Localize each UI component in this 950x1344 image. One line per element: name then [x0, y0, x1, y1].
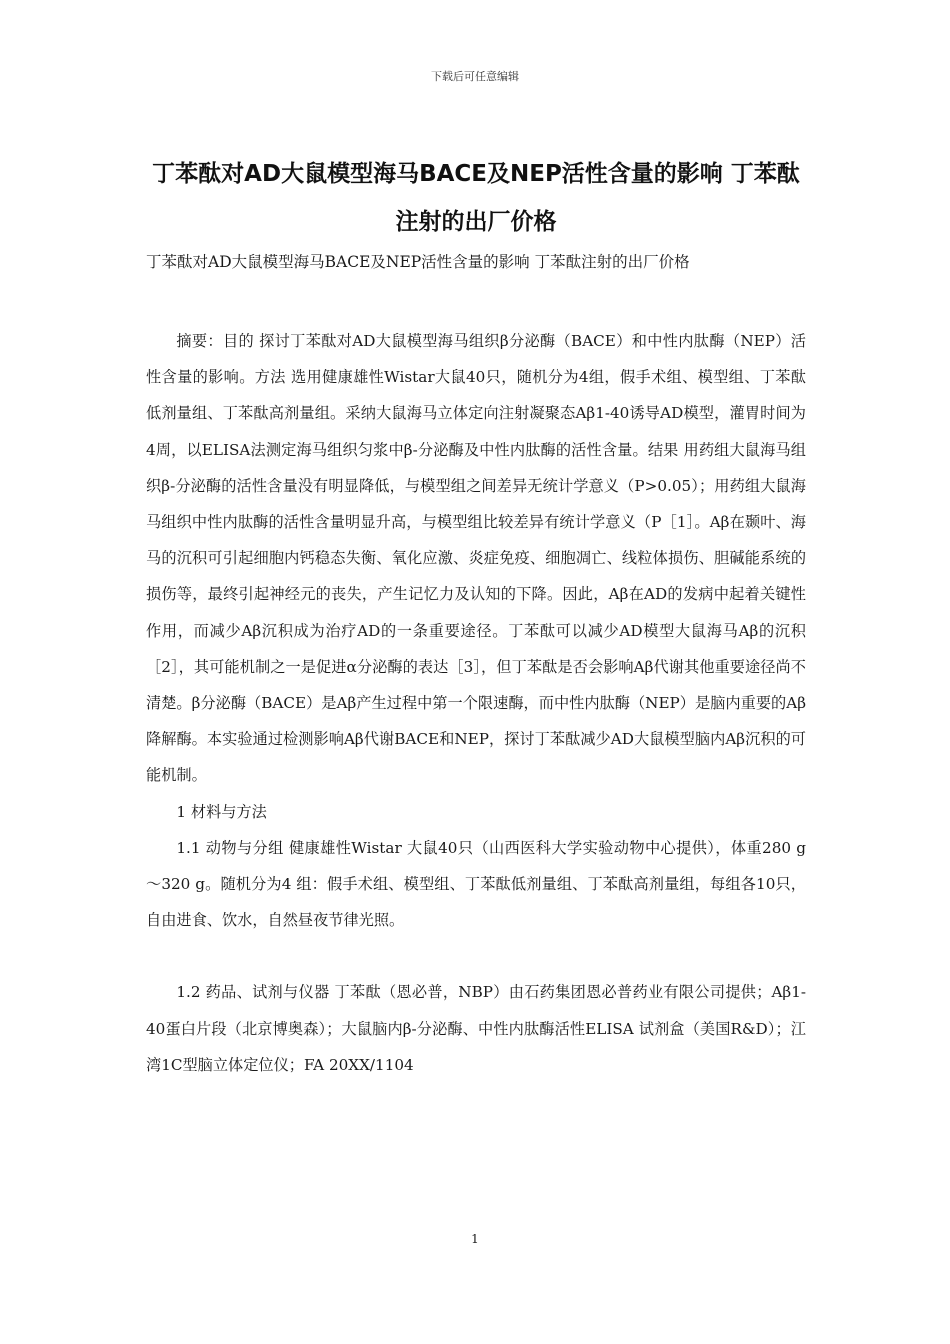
document-title: 丁苯酞对AD大鼠模型海马BACE及NEP活性含量的影响 丁苯酞注射的出厂价格	[152, 161, 800, 235]
paragraph-animals-grouping: 1.1 动物与分组 健康雄性Wistar 大鼠40只（山西医科大学实验动物中心提供），体重280 g～320 g。随机分为4 组：假手术组、模型组、丁苯酞低剂量组、丁苯酞高剂量组，每组各10只，自由进食、饮水，自然昼夜节律光照。	[146, 838, 806, 930]
abstract-paragraph: 摘要：目的 探讨丁苯酞对AD大鼠模型海马组织β分泌酶（BACE）和中性内肽酶（NEP）活性含量的影响。方法 选用健康雄性Wistar大鼠40只，随机分为4组，假手术组、模型组、丁苯酞低剂量组、丁苯酞高剂量组。采纳大鼠海马立体定向注射凝聚态Aβ1-40诱导AD模型，灌胃时间为4周，以ELISA法测定海马组织匀浆中β-分泌酶及中性内肽酶的活性含量。结果 用药组大鼠海马组织β-分泌酶的活性含量没有明显降低，与模型组之间差异无统计学意义（P>0.05）；用药组大鼠海马组织中性内肽酶的活性含量明显升高，与模型组比较差异有统计学意义（P［1］。Aβ在颞叶、海马的沉积可引起细胞内钙稳态失衡、氧化应激、炎症免疫、细胞凋亡、线粒体损伤、胆碱能系统的损伤等，最终引起神经元的丧失，产生记忆力及认知的下降。因此，Aβ在AD的发病中起着关键性作用，而减少Aβ沉积成为治疗AD的一条重要途径。丁苯酞可以减少AD模型大鼠海马Aβ的沉积［2］，其可能机制之一是促进α分泌酶的表达［3］，但丁苯酞是否会影响Aβ代谢其他重要途径尚不清楚。β分泌酶（BACE）是Aβ产生过程中第一个限速酶，而中性内肽酶（NEP）是脑内重要的Aβ降解酶。本实验通过检测影响Aβ代谢BACE和NEP，探讨丁苯酞减少AD大鼠模型脑内Aβ沉积的可能机制。	[146, 332, 806, 785]
section-heading-methods: 1 材料与方法	[176, 802, 267, 821]
page-number: 1	[471, 1232, 479, 1246]
document-body	[146, 323, 806, 1083]
paragraph-drugs-reagents: 1.2 药品、试剂与仪器 丁苯酞（恩必普，NBP）由石药集团恩必普药业有限公司提供；Aβ1-40蛋白片段（北京博奥森）；大鼠脑内β-分泌酶、中性内肽酶活性ELISA 试剂盒（美国R&D）；江湾1C型脑立体定位仪；FA 20XX/1104	[146, 983, 806, 1074]
header-note: 下载后可任意编辑	[431, 70, 519, 83]
document-subtitle: 丁苯酞对AD大鼠模型海马BACE及NEP活性含量的影响 丁苯酞注射的出厂价格	[146, 253, 690, 271]
